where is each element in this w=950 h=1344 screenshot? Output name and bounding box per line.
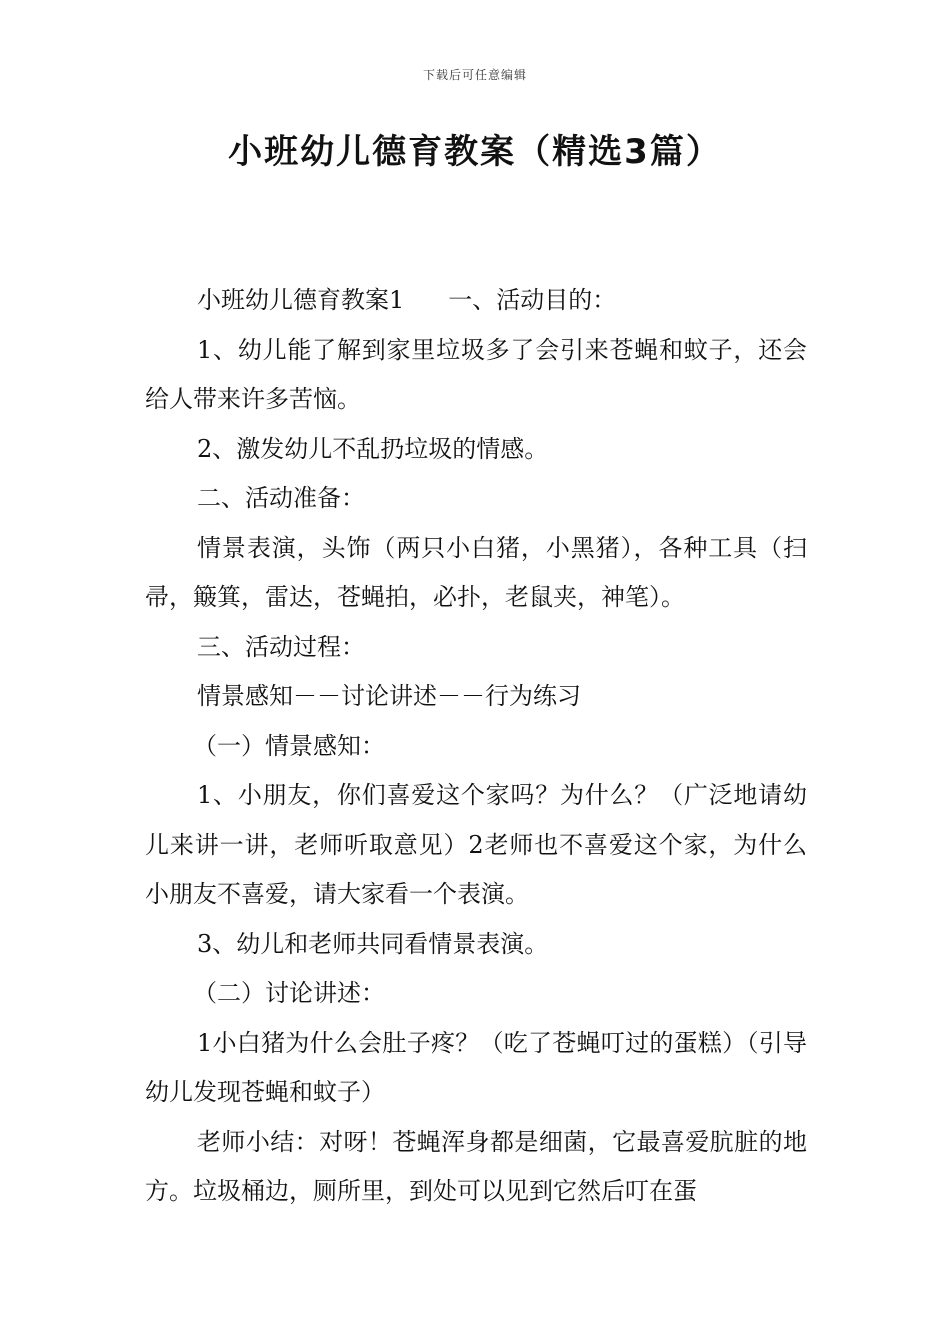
paragraph-8: （一）情景感知： (193, 731, 385, 760)
paragraph-1 (145, 276, 807, 326)
document-body (145, 276, 807, 1217)
document-title: 小班幼儿德育教案（精选3篇） (228, 132, 722, 172)
paragraph-5: 情景表演，头饰（两只小白猪，小黑猪），各种工具（扫帚，簸箕，雷达，苍蝇拍，必扑，老鼠夹，神笔）。 (145, 533, 807, 611)
section-heading-goals: 一、活动目的： (448, 286, 617, 314)
lesson-heading: 小班幼儿德育教案1 (197, 286, 405, 314)
paragraph-6: 三、活动过程： (197, 632, 365, 661)
paragraph-10: 3、幼儿和老师共同看情景表演。 (197, 929, 549, 958)
paragraph-3: 2、激发幼儿不乱扔垃圾的情感。 (197, 434, 549, 463)
paragraph-4: 二、活动准备： (197, 484, 365, 512)
paragraph-2: 1、幼儿能了解到家里垃圾多了会引来苍蝇和蚊子，还会给人带来许多苦恼。 (145, 335, 807, 413)
header-note: 下载后可任意编辑 (422, 68, 527, 82)
paragraph-9: 1、小朋友，你们喜爱这个家吗？为什么？（广泛地请幼儿来讲一讲，老师听取意见）2老师也不喜爱这个家，为什么小朋友不喜爱，请大家看一个表演。 (145, 781, 807, 908)
paragraph-11: （二）讨论讲述： (193, 979, 385, 1007)
paragraph-7: 情景感知－－讨论讲述－－行为练习 (197, 682, 581, 710)
paragraph-12: 1小白猪为什么会肚子疼？（吃了苍蝇叮过的蛋糕）（引导幼儿发现苍蝇和蚊子） (145, 1028, 807, 1106)
paragraph-13: 老师小结：对呀！苍蝇浑身都是细菌，它最喜爱肮脏的地方。垃圾桶边，厕所里，到处可以见到它然后叮在蛋 (145, 1127, 807, 1205)
